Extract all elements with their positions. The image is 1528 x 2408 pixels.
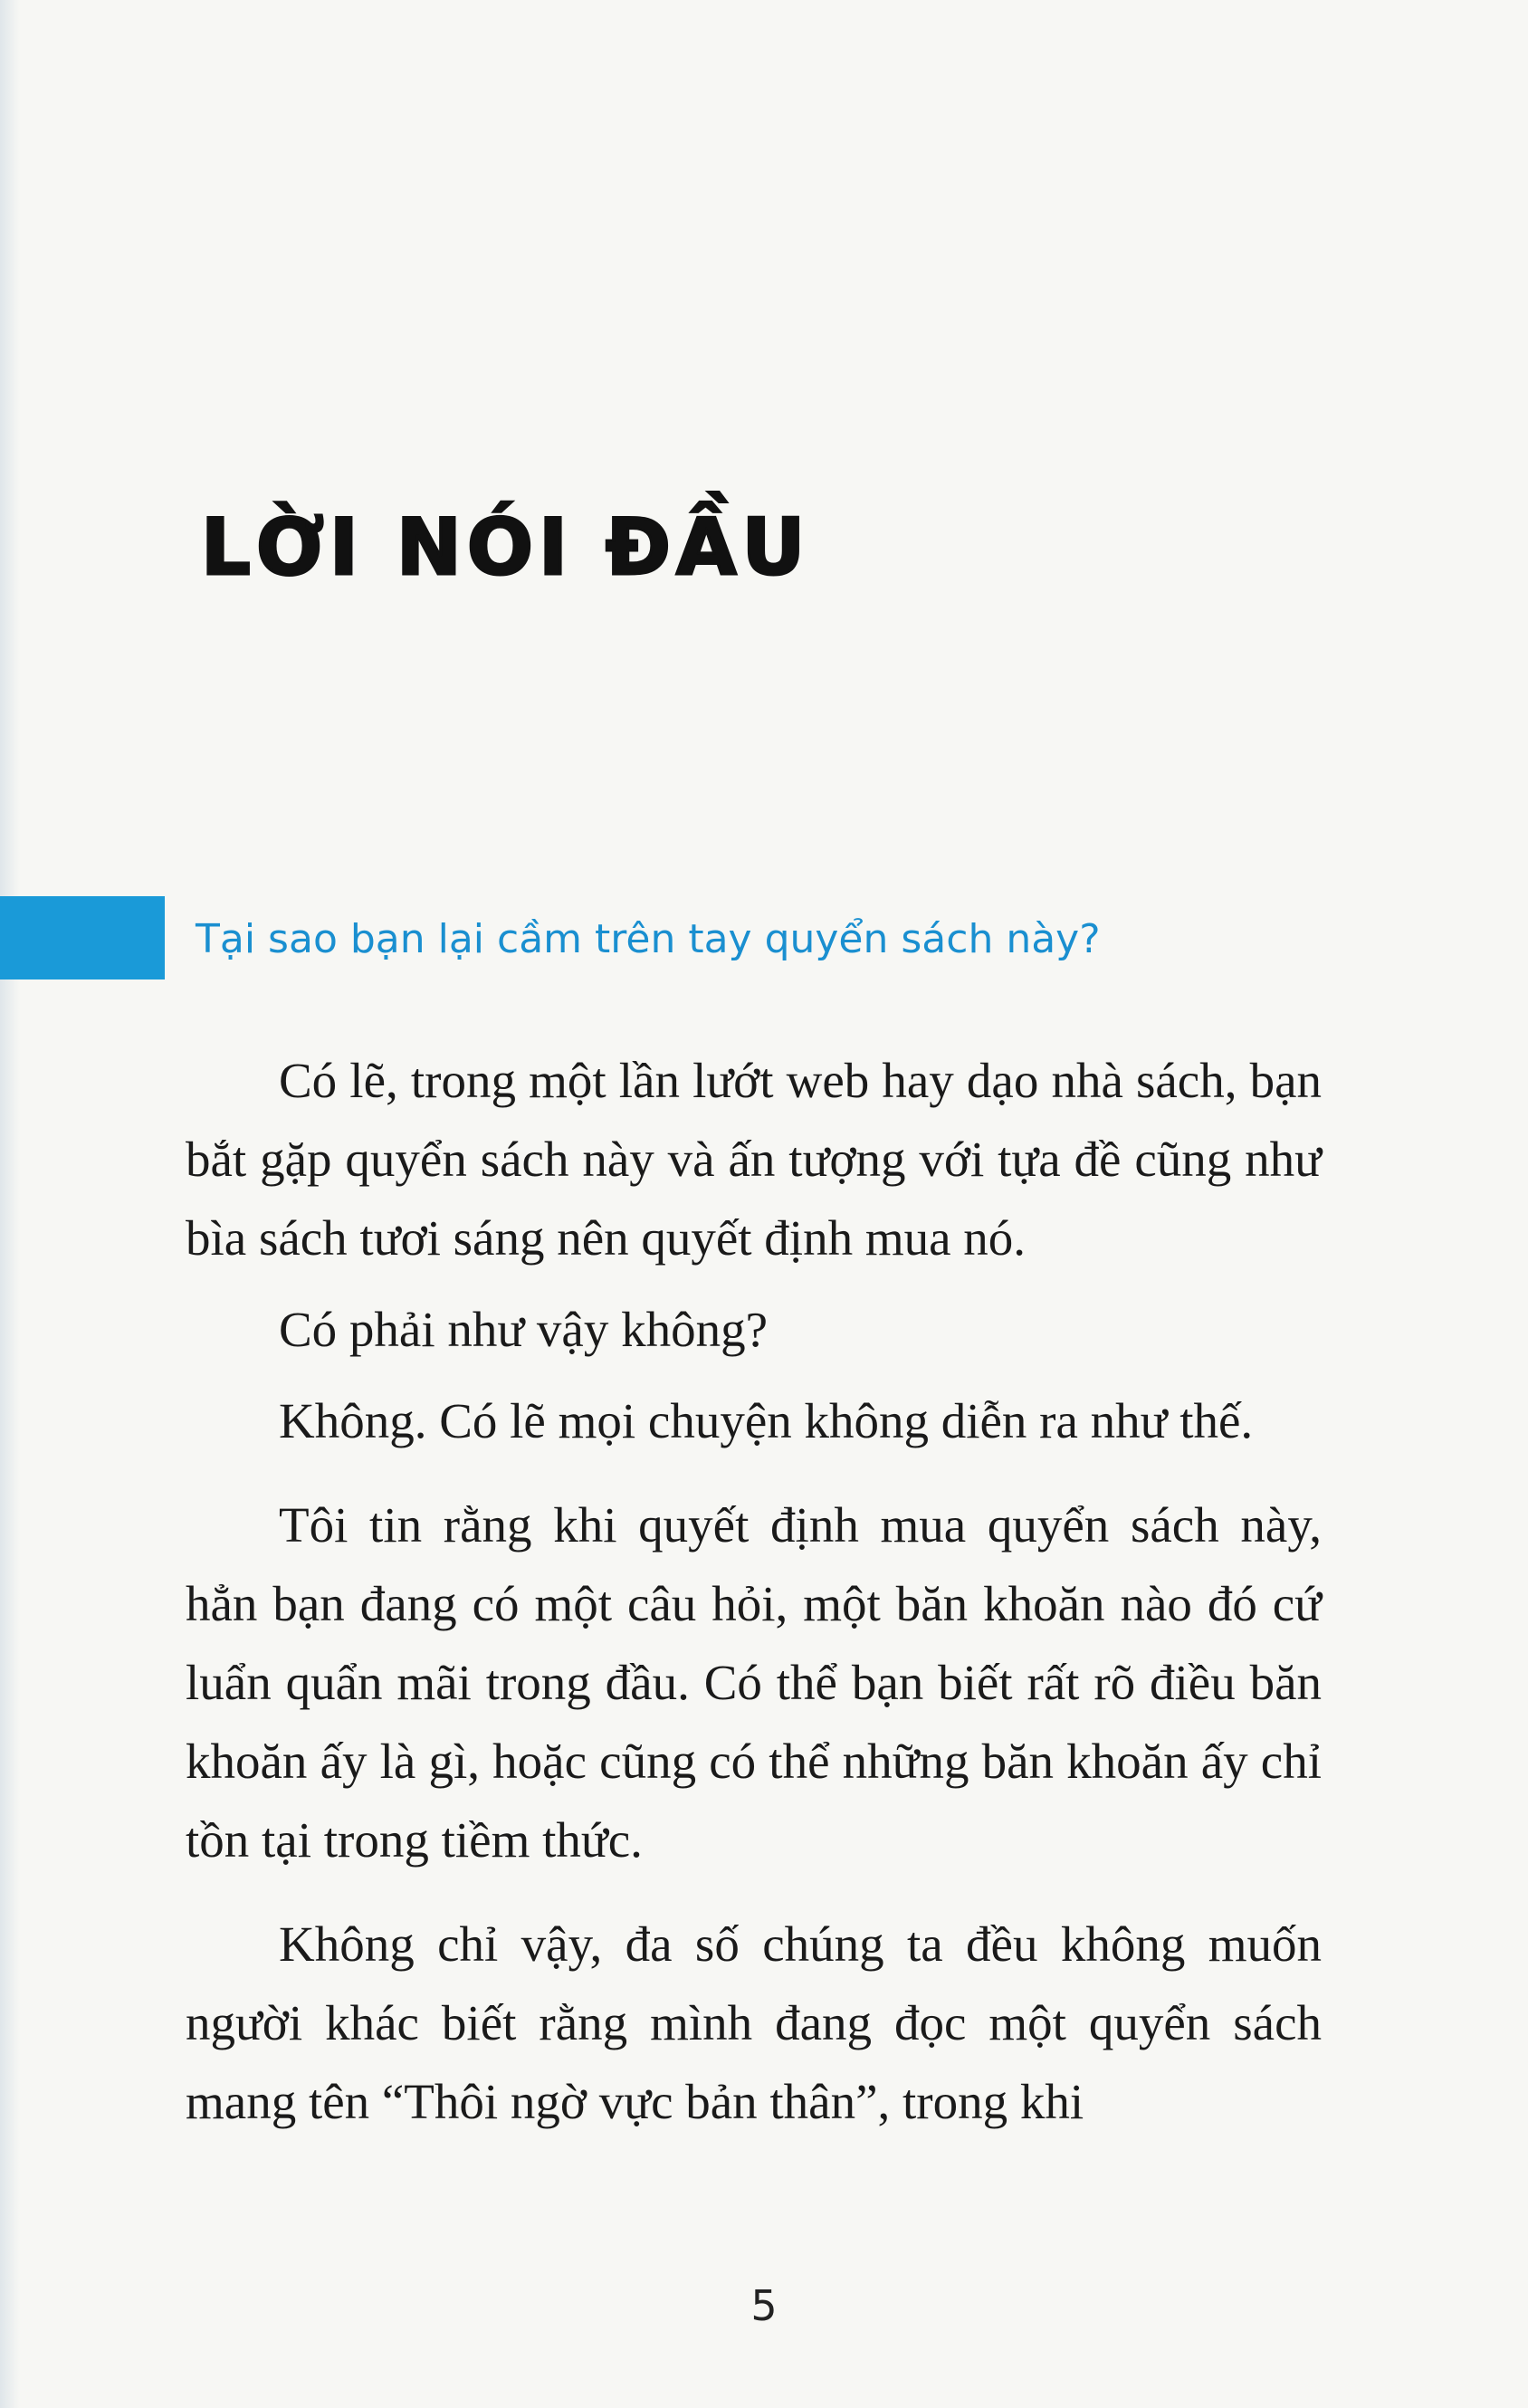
paper-edge xyxy=(0,0,20,2408)
body-text xyxy=(186,1041,1322,2141)
section-heading: Tại sao bạn lại cầm trên tay quyển sách này? xyxy=(196,916,1101,962)
paragraph-2: Có phải như vậy không? xyxy=(279,1302,769,1357)
chapter-title: LỜI NÓI ĐẦU xyxy=(201,502,811,593)
paragraph-3: Không. Có lẽ mọi chuyện không diễn ra như thế. xyxy=(279,1393,1254,1448)
paragraph-4: Tôi tin rằng khi quyết định mua quyển sách này, hẳn bạn đang có một câu hỏi, một băn khoăn nào đó cứ luẩn quẩn mãi trong đầu. Có thể bạn biết rất rõ điều băn khoăn ấy là gì, hoặc cũng có thể những băn khoăn ấy chỉ tồn tại trong tiềm thức. xyxy=(186,1497,1322,1868)
section-accent-bar xyxy=(0,896,165,979)
page-number: 5 xyxy=(750,2281,778,2330)
paragraph-5: Không chỉ vậy, đa số chúng ta đều không muốn người khác biết rằng mình đang đọc một quyển sách mang tên “Thôi ngờ vực bản thân”, trong khi xyxy=(186,1916,1322,2129)
paragraph-1: Có lẽ, trong một lần lướt web hay dạo nhà sách, bạn bắt gặp quyển sách này và ấn tượng với tựa đề cũng như bìa sách tươi sáng nên quyết định mua nó. xyxy=(186,1053,1322,1266)
